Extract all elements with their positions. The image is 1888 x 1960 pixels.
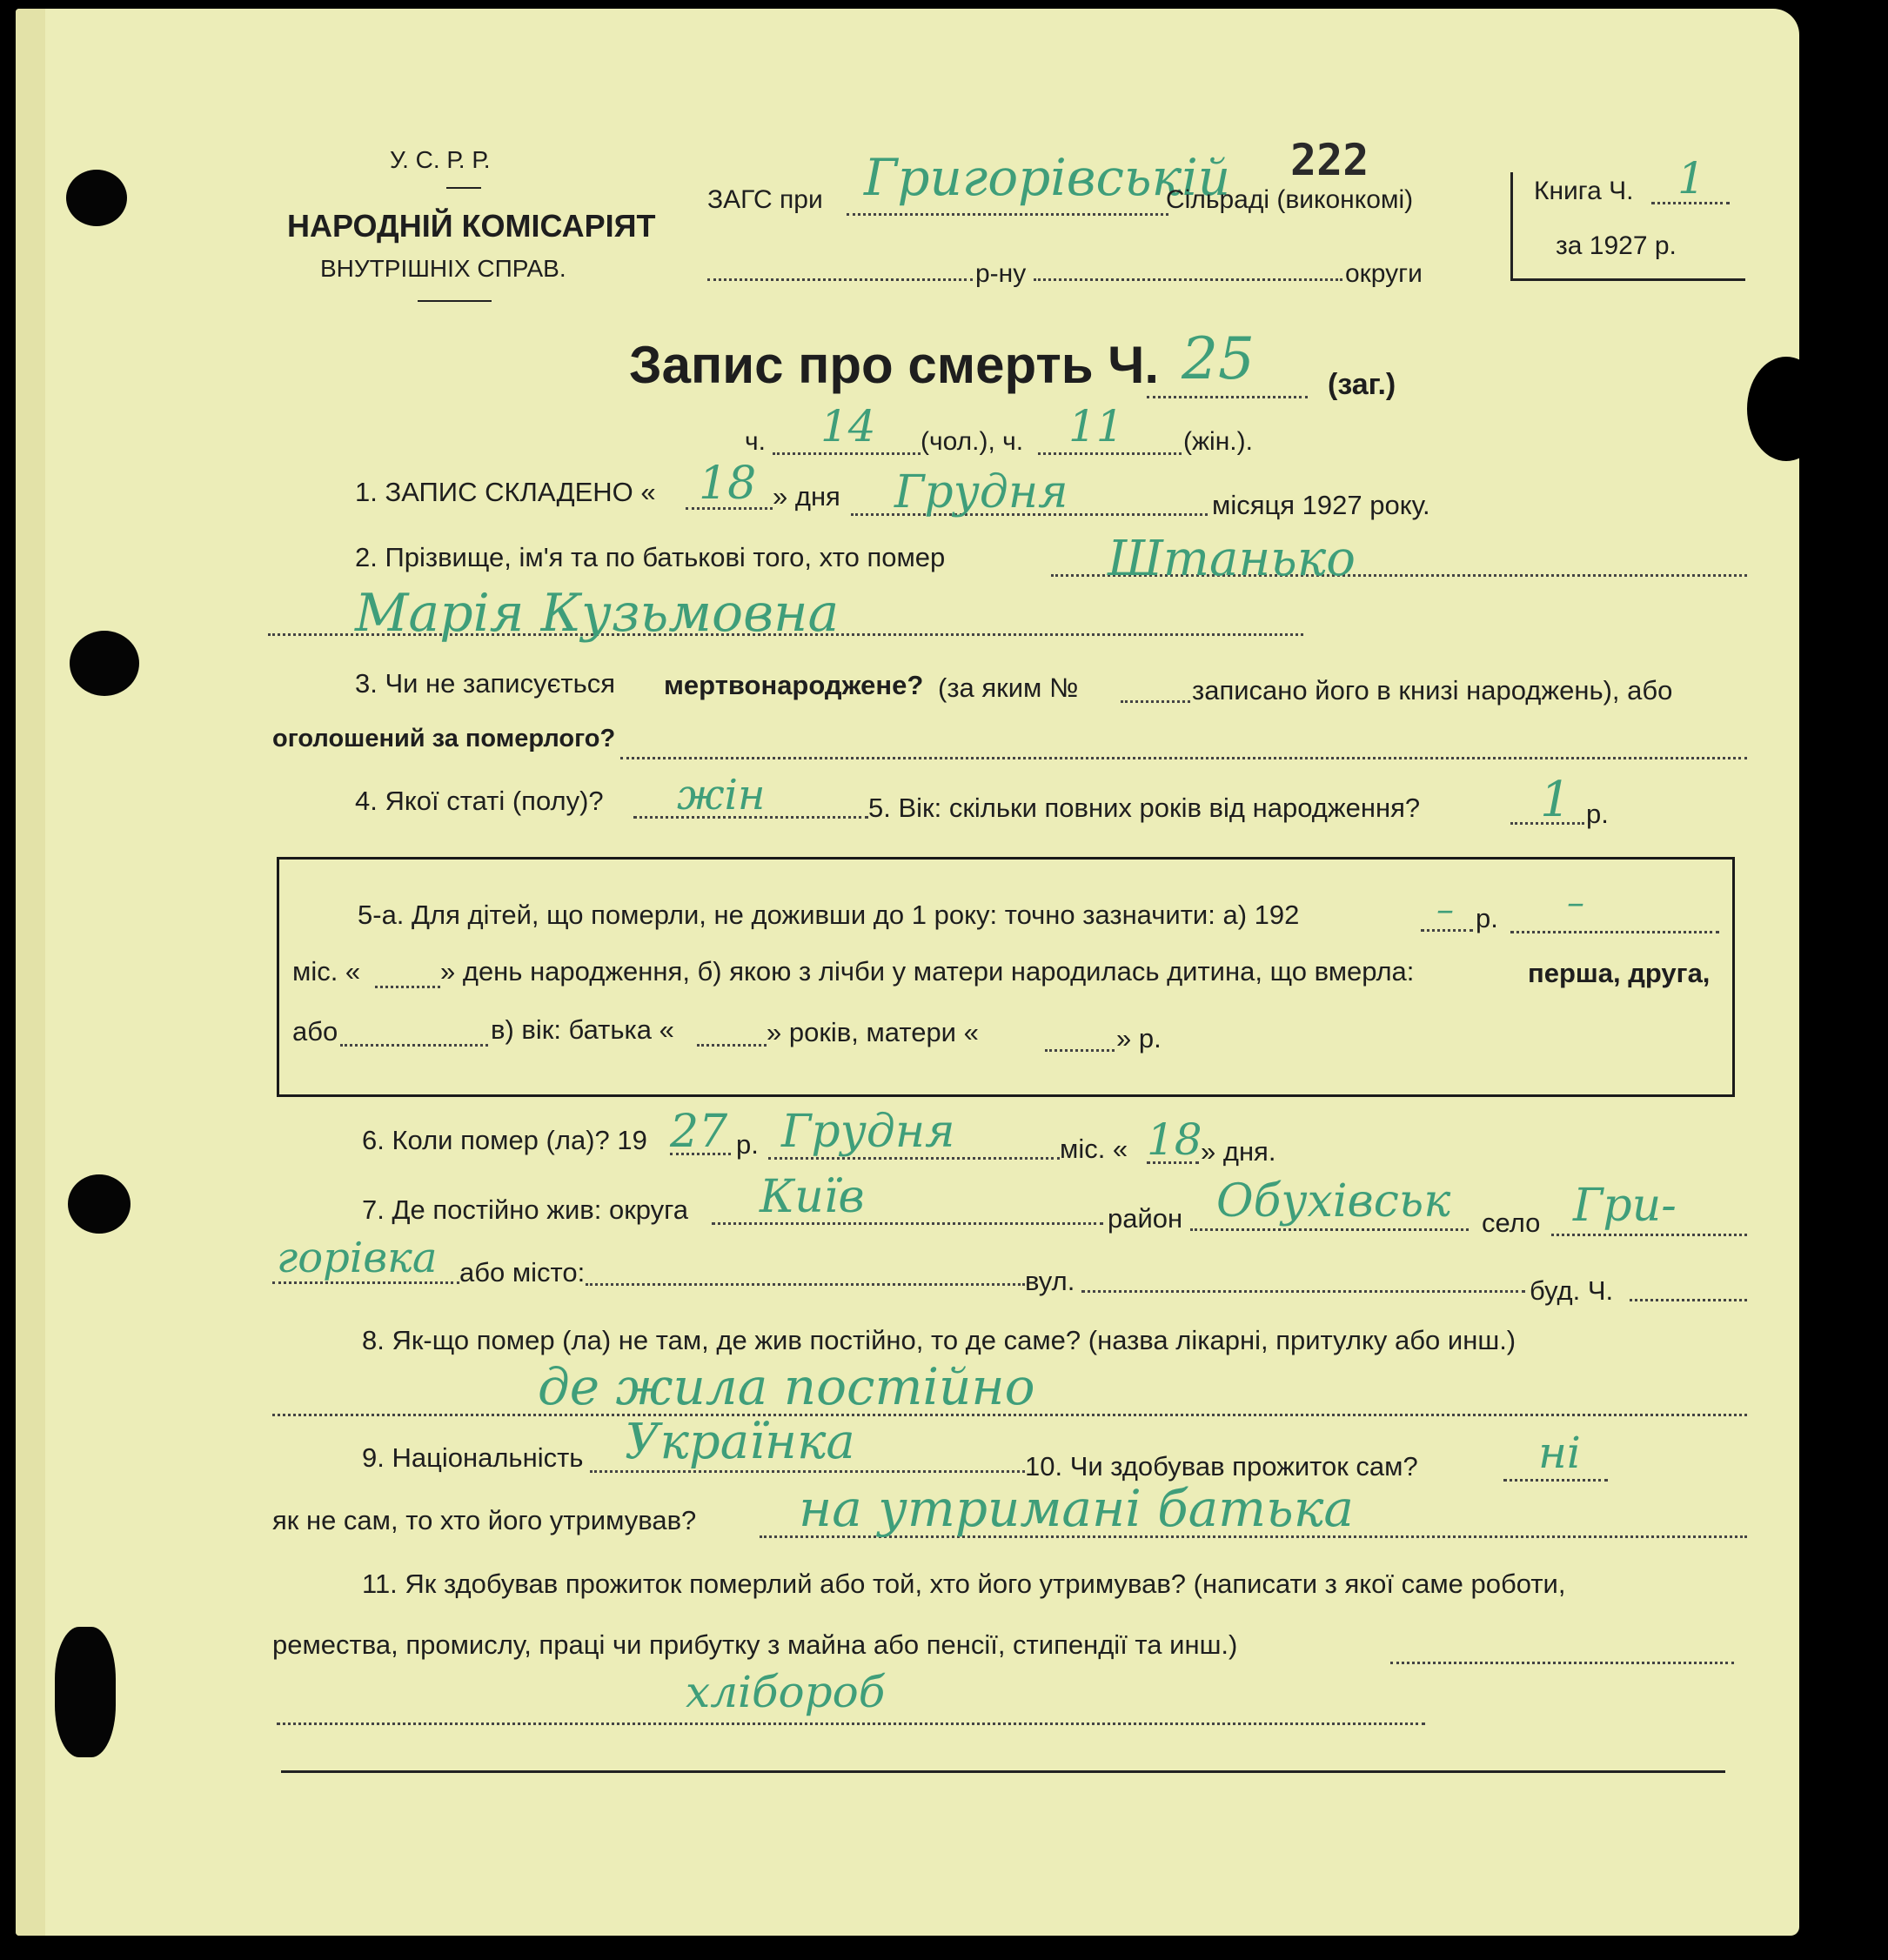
f3-number-line [1121,700,1190,703]
f5a-line3-b: в) вік: батька « [491,1014,674,1045]
f6-suffix: » дня. [1201,1136,1276,1167]
f10-value: ні [1538,1428,1581,1478]
org-line-2: НАРОДНІЙ КОМІСАРІЯТ [287,208,656,244]
f6-month: Грудня [781,1106,955,1158]
f7-raion: Обухівськ [1216,1175,1451,1228]
f5a-year-value: – [1436,890,1454,930]
okruhy-line [1034,278,1342,281]
f7-selo-a: Гри- [1573,1180,1677,1232]
divider [418,300,492,302]
f2-name: Марія Кузьмовна [355,583,840,644]
f4-value: жін [677,771,766,819]
stamp-number: 222 [1290,135,1369,185]
f5-label: 5. Вік: скільки повних років від народження? [868,793,1421,823]
f2-surname: Штанько [1108,531,1356,587]
f7-okruha: Київ [760,1171,865,1223]
rnu-label: р-ну [975,259,1027,288]
f5a-line1: 5-а. Для дітей, що померли, не доживши до 1 року: точно зазначити: а) 192 [358,900,1300,930]
f5a-line3-d: » р. [1116,1023,1162,1054]
f11-line1: 11. Як здобував прожиток померлий або той, хто його утримував? (написати з якої саме роботи, [362,1569,1566,1599]
f3-text-a: 3. Чи не записується [355,668,616,699]
f6-day: 18 [1147,1114,1202,1165]
edge-tear [1747,357,1799,461]
f6-r: р. [736,1129,759,1160]
zags-suffix: Сільраді (виконкомі) [1166,185,1414,214]
f3-line [620,757,1747,759]
f11-line2: ремества, промислу, праці чи прибутку з майна або пенсії, стипендії та инш.) [272,1629,1238,1660]
total-suffix: (заг.) [1328,368,1396,401]
f5a-line3-a: або [292,1016,338,1047]
f10-b-value: на утримані батька [799,1479,1354,1538]
book-label: Книга Ч. [1534,177,1634,205]
zags-value: Григорівській [864,148,1231,207]
binding-hole [68,1174,131,1234]
f5a-father-line [697,1044,767,1047]
f5a-line2-bold: перша, друга, [1528,958,1711,988]
f6-year: 27 [670,1106,728,1158]
f3-bold-b: оголошений за померлого? [272,725,616,753]
f9-value: Українка [625,1414,855,1470]
f7-selo-b: горівка [277,1234,438,1282]
f5-suffix: р. [1586,799,1609,829]
book-value: 1 [1677,153,1705,204]
f10-b-label: як не сам, то хто його утримував? [272,1505,697,1535]
okruhy-label: округи [1345,259,1423,288]
binding-hole [55,1627,116,1757]
org-line-1: У. С. Р. Р. [390,146,491,173]
f10-label: 10. Чи здобував прожиток сам? [1025,1451,1418,1482]
book-box-bottom [1510,278,1745,281]
title-line [1147,396,1308,398]
f5a-line1-dash: – [1567,883,1584,923]
page-spine [16,9,45,1936]
f5a-line1-r: р. [1476,903,1498,933]
male-suffix: (чол.), ч. [921,427,1024,456]
female-number: 11 [1068,401,1124,452]
f1-mid: » дня [773,481,840,512]
binding-hole [70,631,139,696]
f7-bud: буд. Ч. [1530,1275,1614,1306]
record-title: Запис про смерть Ч. [629,336,1160,394]
f5a-or-line [340,1044,488,1047]
f4-label: 4. Якої статі (полу)? [355,786,604,816]
f7-selo-label: село [1482,1207,1541,1238]
f5a-year-rest-line [1510,931,1719,933]
female-line [1038,452,1182,455]
male-number: 14 [820,401,876,452]
f3-bold-a: мертвонароджене? [664,670,924,700]
female-suffix: (жін.). [1183,427,1253,456]
f1-prefix: 1. ЗАПИС СКЛАДЕНО « [355,477,656,507]
f9-label: 9. Національність [362,1442,584,1473]
zags-line [847,213,1168,216]
f6-mis: міс. « [1060,1134,1128,1164]
f5a-mother-line [1045,1049,1115,1052]
f1-day: 18 [699,458,757,510]
count-label: ч. [745,427,766,456]
f2-label: 2. Прізвище, ім'я та по батькові того, хто помер [355,542,946,572]
total-number: 25 [1182,325,1255,392]
f5a-line2-b: » день народження, б) якою з лічби у матери народилась дитина, що вмерла: [440,956,1415,987]
f1-month: Грудня [894,466,1068,518]
f7-raion-label: район [1108,1203,1183,1234]
f7-vul: вул. [1025,1266,1075,1296]
f7-label: 7. Де постійно жив: округа [362,1194,689,1225]
rnu-line [707,278,973,281]
f3-text-b: (за яким № [938,672,1079,703]
f3-text-c: записано його в книзі народжень), або [1192,675,1673,706]
f5-value: 1 [1540,772,1571,828]
f11-value: хлібороб [686,1667,886,1717]
binding-hole [66,170,127,226]
f1-suffix: місяця 1927 року. [1212,490,1430,520]
org-line-3: ВНУТРІШНІХ СПРАВ. [320,255,566,282]
f5a-day-line [375,986,440,988]
zags-prefix: ЗАГС при [707,185,823,214]
book-year: за 1927 р. [1556,231,1677,260]
infant-section-box [277,857,1735,1097]
f7-misto: або місто: [459,1257,586,1288]
f8-label: 8. Як-що помер (ла) не там, де жив постійно, то де саме? (назва лікарні, притулку або инш.) [362,1325,1516,1355]
male-line [773,452,921,455]
divider [446,187,481,189]
f5a-line2-a: міс. « [292,956,361,987]
f6-label: 6. Коли помер (ла)? 19 [362,1125,647,1155]
f8-value: де жила постійно [538,1357,1035,1416]
book-box-left [1510,172,1513,281]
f5a-line3-c: » років, матери « [767,1017,979,1047]
